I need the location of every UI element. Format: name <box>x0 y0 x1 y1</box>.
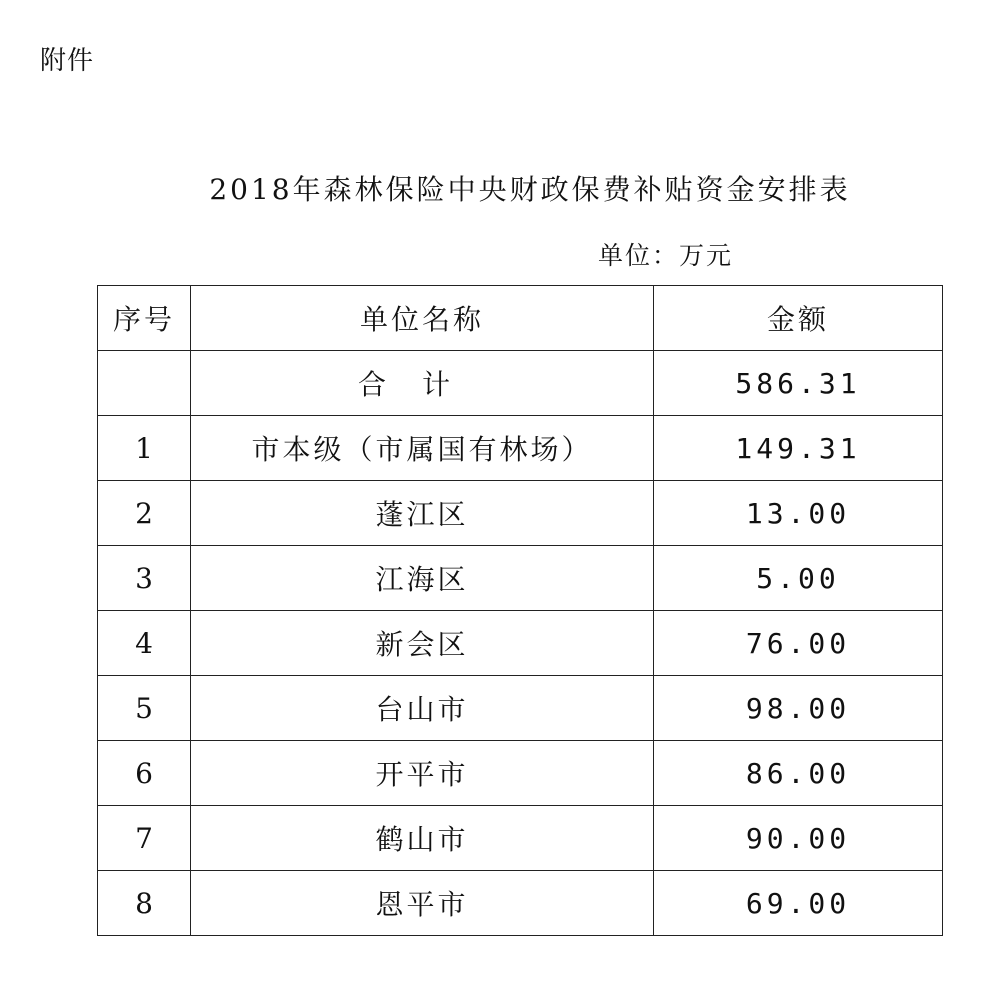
row-name: 市本级（市属国有林场） <box>191 416 654 481</box>
total-row <box>98 351 943 416</box>
row-seq: 6 <box>98 741 191 806</box>
row-amount: 13.00 <box>654 481 943 546</box>
row-seq: 8 <box>98 871 191 936</box>
row-amount: 5.00 <box>654 546 943 611</box>
table-row <box>98 741 943 806</box>
table-header-row <box>98 286 943 351</box>
row-seq: 1 <box>98 416 191 481</box>
table-row <box>98 481 943 546</box>
header-name: 单位名称 <box>191 286 654 351</box>
row-amount: 98.00 <box>654 676 943 741</box>
row-name: 开平市 <box>191 741 654 806</box>
row-amount: 69.00 <box>654 871 943 936</box>
row-name: 台山市 <box>191 676 654 741</box>
table-row <box>98 871 943 936</box>
unit-label: 单位：万元 <box>598 241 734 270</box>
row-seq: 4 <box>98 611 191 676</box>
allocation-table <box>97 285 943 936</box>
table-row <box>98 611 943 676</box>
row-name: 江海区 <box>191 546 654 611</box>
row-name: 鹤山市 <box>191 806 654 871</box>
row-seq: 2 <box>98 481 191 546</box>
row-seq: 7 <box>98 806 191 871</box>
table-row <box>98 416 943 481</box>
row-seq: 3 <box>98 546 191 611</box>
row-seq: 5 <box>98 676 191 741</box>
row-amount: 90.00 <box>654 806 943 871</box>
row-amount: 76.00 <box>654 611 943 676</box>
total-seq <box>98 351 191 416</box>
row-name: 恩平市 <box>191 871 654 936</box>
total-label: 合计 <box>191 351 654 416</box>
row-name: 蓬江区 <box>191 481 654 546</box>
total-amount: 586.31 <box>654 351 943 416</box>
table-row <box>98 806 943 871</box>
attachment-label: 附件 <box>40 46 95 76</box>
document-title: 2018年森林保险中央财政保费补贴资金安排表 <box>209 173 851 206</box>
header-amount: 金额 <box>654 286 943 351</box>
row-name: 新会区 <box>191 611 654 676</box>
row-amount: 149.31 <box>654 416 943 481</box>
table-row <box>98 676 943 741</box>
row-amount: 86.00 <box>654 741 943 806</box>
header-seq: 序号 <box>98 286 191 351</box>
table-row <box>98 546 943 611</box>
